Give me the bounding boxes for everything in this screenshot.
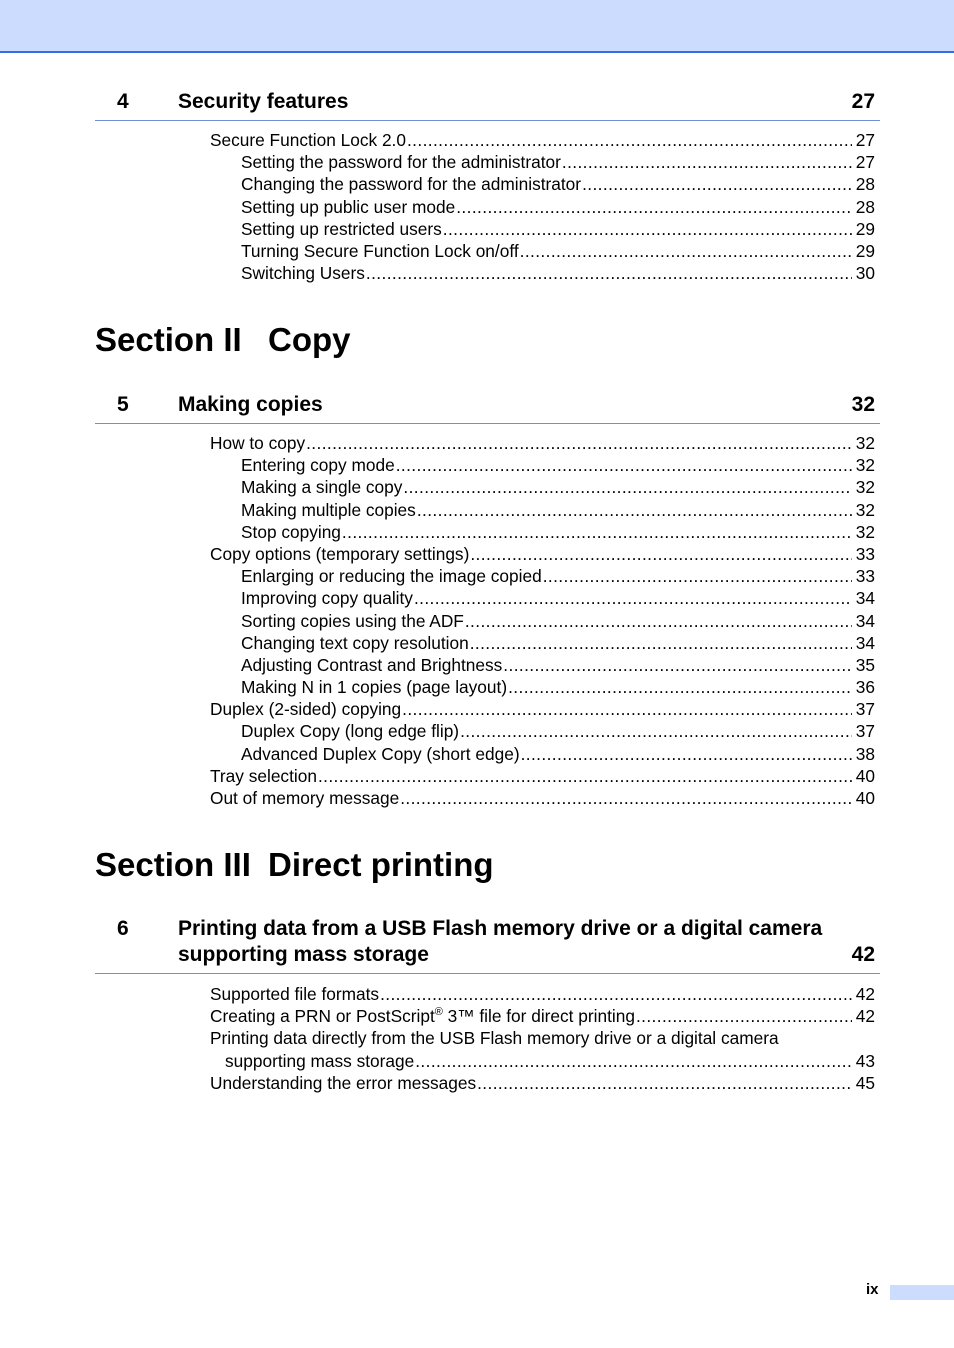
- section-name: Direct printing: [268, 846, 494, 883]
- chapter-5-heading: [95, 390, 880, 424]
- header-band: [0, 0, 954, 53]
- toc-entry[interactable]: Enlarging or reducing the image copied ..... 33: [95, 565, 880, 587]
- chapter-title-line-2[interactable]: supporting mass storage: [178, 943, 429, 966]
- chapter-page: 27: [851, 90, 875, 113]
- toc-entry[interactable]: Creating a PRN or PostScript® 3™ file for direct printing ..... 42: [95, 1005, 880, 1027]
- toc-chapter-4: [95, 129, 880, 284]
- toc-entry[interactable]: Understanding the error messages ..... 45: [95, 1072, 880, 1094]
- toc-entry[interactable]: Tray selection ..... 40: [95, 765, 880, 787]
- toc-entry[interactable]: Setting the password for the administrator ..... 27: [95, 151, 880, 173]
- toc-entry[interactable]: Making a single copy ..... 32: [95, 476, 880, 498]
- chapter-6-heading: [95, 914, 880, 974]
- section-name: Copy: [268, 321, 351, 358]
- toc-entry[interactable]: Duplex Copy (long edge flip) ..... 37: [95, 720, 880, 742]
- chapter-4-heading: [95, 88, 880, 121]
- chapter-number: 4: [117, 90, 129, 113]
- chapter-page: 42: [851, 943, 875, 966]
- toc-entry[interactable]: Printing data directly from the USB Flash memory drive or a digital camera: [210, 1028, 779, 1049]
- toc-entry[interactable]: Copy options (temporary settings) ..... 33: [95, 543, 880, 565]
- section-label: Section II: [95, 321, 242, 358]
- toc-entry[interactable]: supporting mass storage ..... 43: [95, 1050, 880, 1072]
- toc-chapter-5: [95, 432, 880, 809]
- toc-entry[interactable]: Changing the password for the administrator ..... 28: [95, 173, 880, 195]
- chapter-title[interactable]: Making copies: [178, 393, 323, 416]
- toc-entry[interactable]: Entering copy mode ..... 32: [95, 454, 880, 476]
- toc-entry[interactable]: Duplex (2-sided) copying ..... 37: [95, 698, 880, 720]
- toc-chapter-6: [95, 983, 880, 1094]
- chapter-number: 6: [117, 917, 129, 940]
- footer-tab: [890, 1285, 954, 1300]
- page-number: ix: [866, 1281, 879, 1298]
- toc-entry[interactable]: Stop copying ..... 32: [95, 521, 880, 543]
- toc-entry[interactable]: Changing text copy resolution ..... 34: [95, 632, 880, 654]
- toc-entry[interactable]: Setting up public user mode ..... 28: [95, 196, 880, 218]
- toc-entry[interactable]: Supported file formats ..... 42: [95, 983, 880, 1005]
- toc-entry[interactable]: Adjusting Contrast and Brightness ..... 35: [95, 654, 880, 676]
- toc-entry[interactable]: Secure Function Lock 2.0 ..... 27: [95, 129, 880, 151]
- toc-entry[interactable]: Turning Secure Function Lock on/off ..... 29: [95, 240, 880, 262]
- toc-entry[interactable]: Improving copy quality ..... 34: [95, 587, 880, 609]
- chapter-number: 5: [117, 393, 129, 416]
- chapter-page: 32: [851, 393, 875, 416]
- toc-entry[interactable]: How to copy ..... 32: [95, 432, 880, 454]
- toc-entry[interactable]: Sorting copies using the ADF ..... 34: [95, 610, 880, 632]
- section-2-title: [95, 321, 351, 359]
- registered-mark: ®: [434, 1006, 443, 1019]
- toc-entry[interactable]: Making multiple copies ..... 32: [95, 499, 880, 521]
- toc-entry[interactable]: Out of memory message ..... 40: [95, 787, 880, 809]
- section-label: Section III: [95, 846, 251, 883]
- toc-entry[interactable]: Advanced Duplex Copy (short edge) ..... 38: [95, 743, 880, 765]
- chapter-title[interactable]: Security features: [178, 90, 349, 113]
- toc-entry[interactable]: Switching Users ..... 30: [95, 262, 880, 284]
- toc-entry[interactable]: Making N in 1 copies (page layout) ..... 36: [95, 676, 880, 698]
- toc-entry[interactable]: Setting up restricted users ..... 29: [95, 218, 880, 240]
- section-3-title: [95, 846, 494, 884]
- chapter-title-line-1[interactable]: Printing data from a USB Flash memory drive or a digital camera: [178, 917, 823, 940]
